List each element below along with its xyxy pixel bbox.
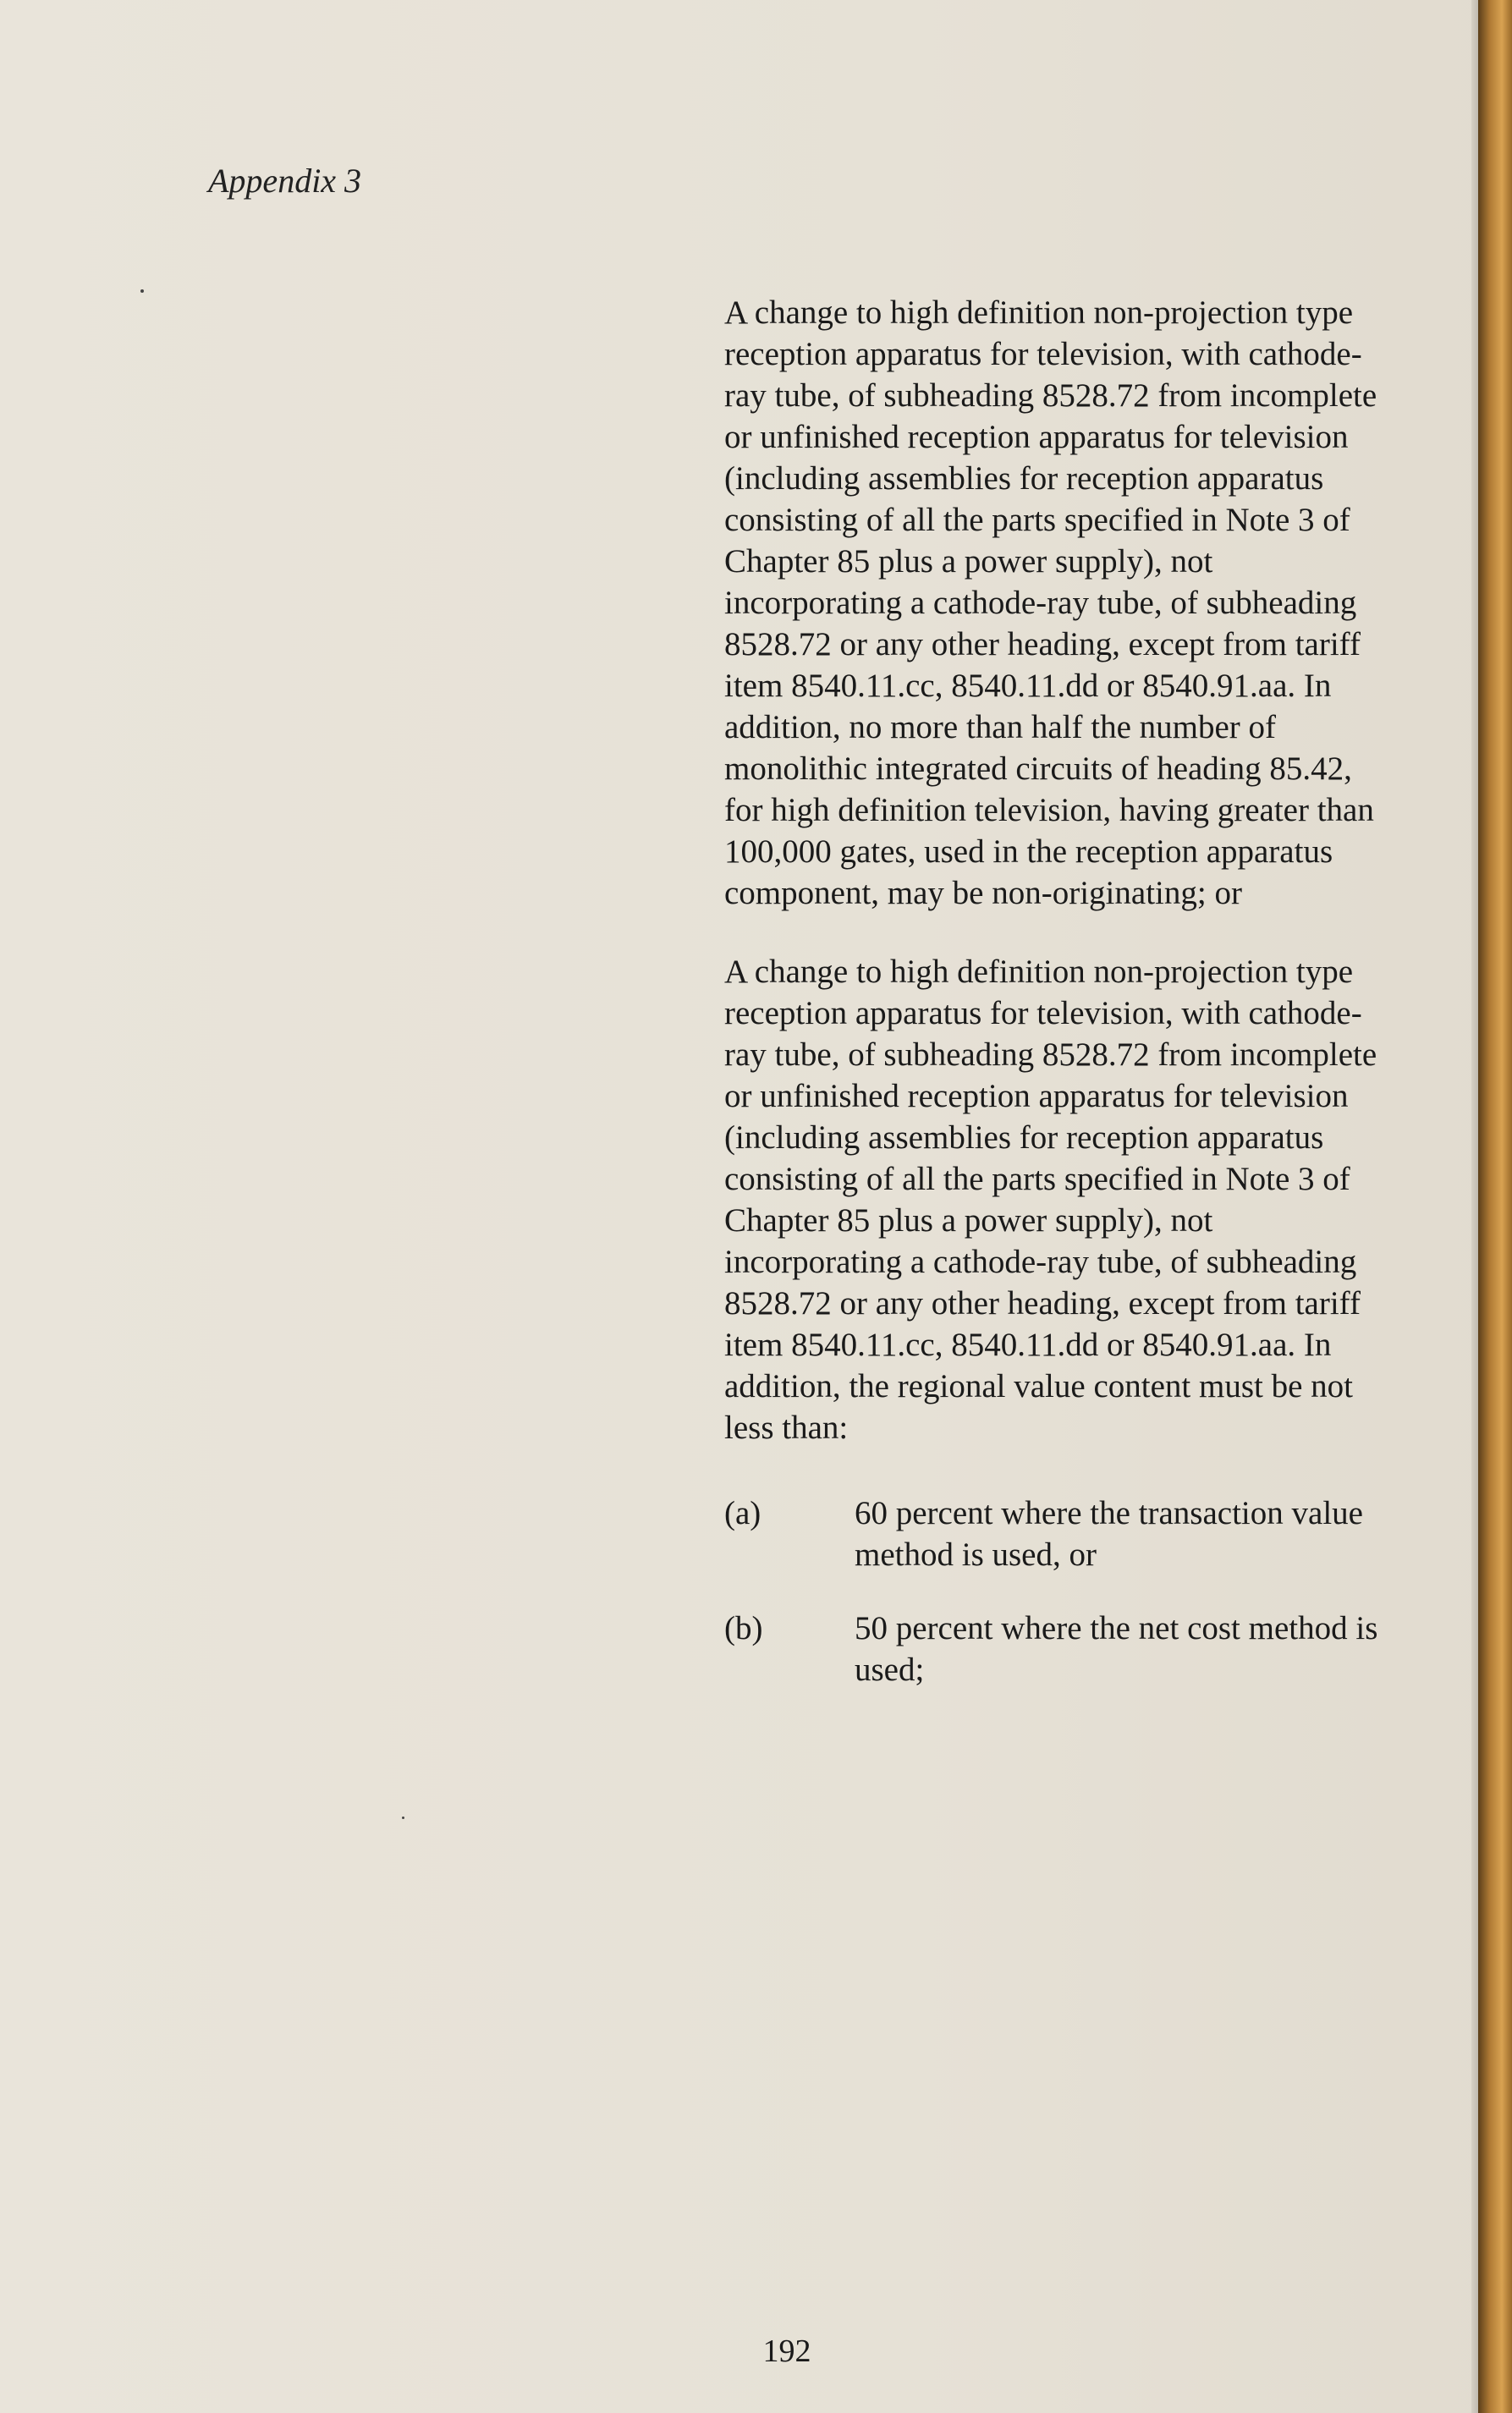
book-edge (1478, 0, 1512, 2413)
value-content-list (724, 1492, 1384, 1690)
running-title: Appendix 3 (208, 162, 362, 200)
rule-paragraph-2: A change to high definition non-projection type reception apparatus for television, with cathode-ray tube, of subheading 8528.72 from incomplete or unfinished reception apparatus for television (including assemblies for reception apparatus consisting of all the parts specified in Note 3 of Chapter 85 plus a power supply), not incorporating a cathode-ray tube, of subheading 8528.72 or any other heading, except from tariff item 8540.11.cc, 8540.11.dd or 8540.91.aa. In addition, the regional value content must be not less than: (724, 954, 1377, 1446)
ink-speck (402, 1817, 404, 1819)
list-item-label: (a) (724, 1495, 761, 1531)
page-edge-shadow (1471, 0, 1478, 2413)
list-item (724, 1492, 1384, 1575)
page-number: 192 (762, 2333, 811, 2369)
list-item-text: 50 percent where the net cost method is used; (855, 1610, 1378, 1688)
list-item (724, 1608, 1384, 1690)
list-item-label: (b) (724, 1610, 763, 1646)
rule-paragraph-1: A change to high definition non-projection type reception apparatus for television, with cathode-ray tube, of subheading 8528.72 from incomplete or unfinished reception apparatus for television (including assemblies for reception apparatus consisting of all the parts specified in Note 3 of Chapter 85 plus a power supply), not incorporating a cathode-ray tube, of subheading 8528.72 or any other heading, except from tariff item 8540.11.cc, 8540.11.dd or 8540.91.aa. In addition, no more than half the number of monolithic integrated circuits of heading 85.42, for high definition television, having greater than 100,000 gates, used in the reception apparatus component, may be non-originating; or (724, 294, 1377, 911)
ink-speck (140, 289, 144, 293)
list-item-text: 60 percent where the transaction value method is used, or (855, 1495, 1363, 1573)
rule-text-column (724, 292, 1384, 1723)
